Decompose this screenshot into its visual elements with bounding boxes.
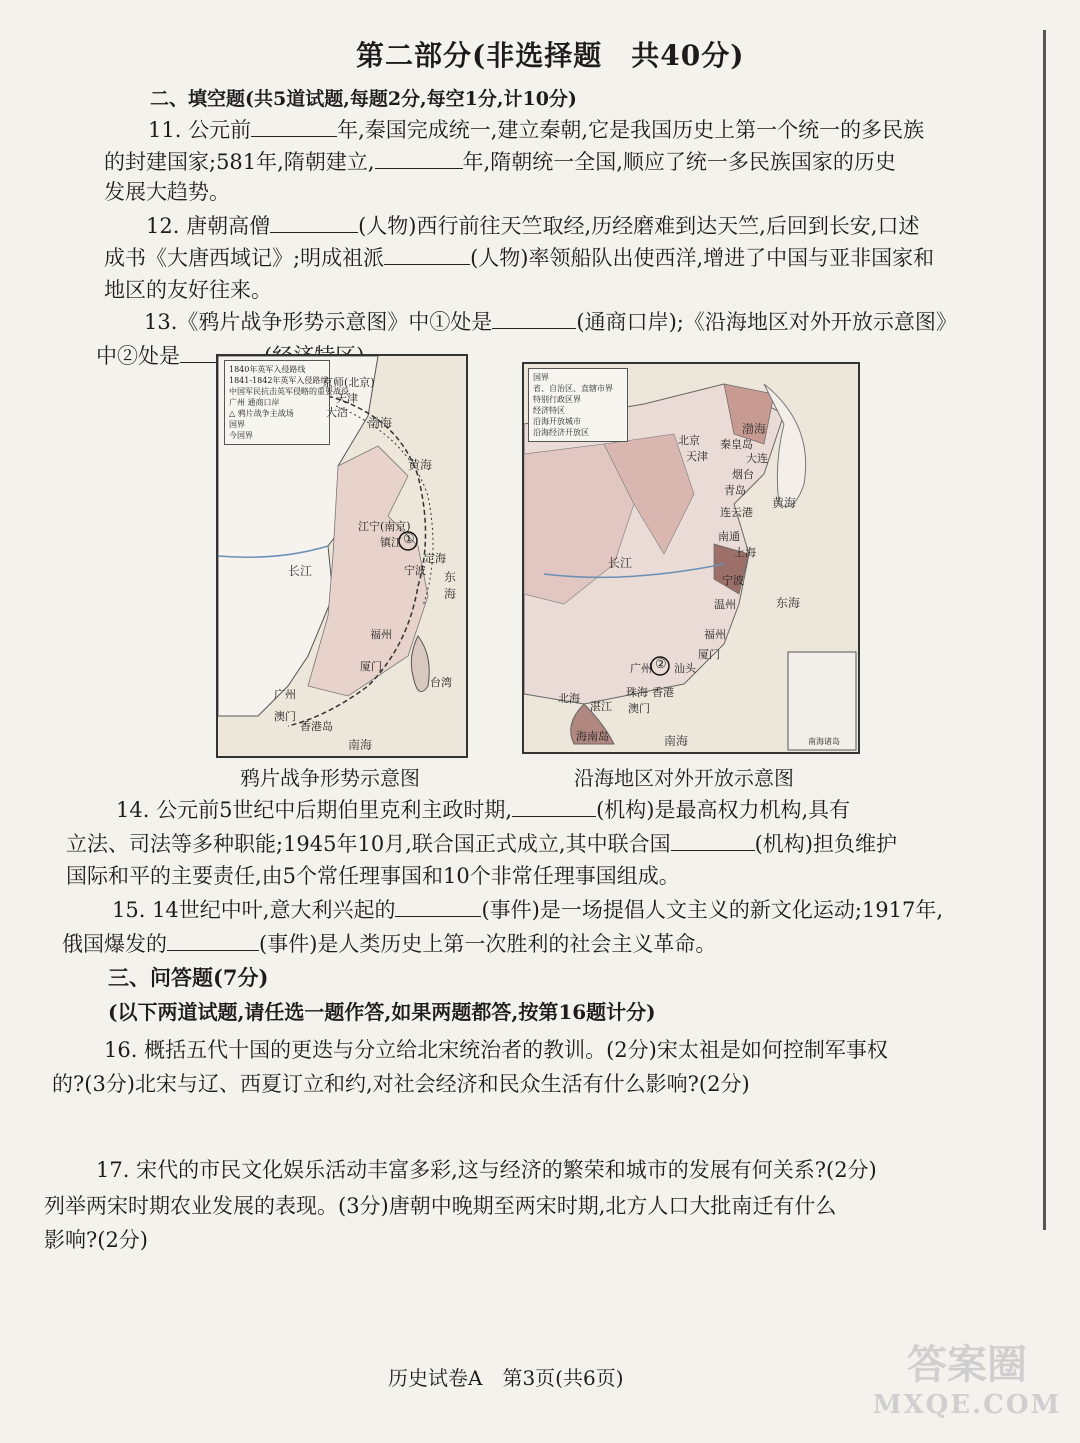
answer-blank[interactable] (167, 932, 259, 951)
fill-blank-section-heading: 二、填空题(共5道试题,每题2分,每空1分,计10分) (150, 88, 577, 110)
map-label: 福州 (704, 628, 726, 641)
sea-label: 南海 (348, 738, 373, 752)
map-label: 广州 (274, 688, 296, 701)
answer-blank[interactable] (375, 150, 463, 169)
question-14-line-2: 立法、司法等多种职能;1945年10月,联合国正式成立,其中联合国 (机构)担负维护 (66, 832, 897, 856)
question-11-line-2: 的封建国家;581年,隋朝建立, 年,隋朝统一全国,顺应了统一多民族国家的历史 (104, 150, 896, 174)
opium-war-map-legend: 1840年英军入侵路线 1841-1842年英军入侵路线 中国军民抗击英军侵略的重要战役 广州 通商口岸 △ 鸦片战争主战场 国界 今国界 (224, 360, 330, 445)
map-label: 北海 (558, 692, 580, 705)
map-label: 香港岛 (300, 720, 333, 733)
marker-2: ② (655, 657, 667, 672)
map-label: 温州 (714, 598, 736, 611)
map-label: 上海 (734, 546, 756, 559)
map-label: 青岛 (724, 484, 746, 497)
sea-label: 东海 (444, 570, 457, 601)
question-11-line-1: 11. 公元前 年,秦国完成统一,建立秦朝,它是我国历史上第一个统一的多民族 (148, 118, 925, 142)
question-12-line-2: 成书《大唐西域记》;明成祖派 (人物)率领船队出使西洋,增进了中国与亚非国家和 (104, 246, 935, 270)
question-17-line-3: 影响?(2分) (44, 1228, 149, 1252)
coastal-opening-map (522, 362, 860, 754)
map-label: 珠海 (626, 686, 648, 699)
opium-war-map (216, 354, 468, 758)
question-17-line-1: 17. 宋代的市民文化娱乐活动丰富多彩,这与经济的繁荣和城市的发展有何关系?(2分) (96, 1158, 877, 1182)
question-13-line-1: 13.《鸦片战争形势示意图》中①处是 (通商口岸);《沿海地区对外开放示意图》 (144, 310, 957, 334)
answer-blank[interactable] (384, 246, 470, 265)
map-label: 福州 (370, 628, 392, 641)
map-label: 天津 (686, 450, 708, 463)
marker-1: ① (403, 532, 415, 547)
map-label: 烟台 (732, 468, 754, 481)
sea-label: 黄海 (408, 458, 433, 472)
map-label: 广州 (630, 662, 652, 675)
qa-section-note: (以下两道试题,请任选一题作答,如果两题都答,按第16题计分) (108, 1000, 656, 1024)
question-15-line-1: 15. 14世纪中叶,意大利兴起的 (事件)是一场提倡人文主义的新文化运动;1917年, (112, 898, 944, 922)
inset-label: 南海诸岛 (808, 737, 840, 746)
question-12-line-1: 12. 唐朝高僧 (人物)西行前往天竺取经,历经磨难到达天竺,后回到长安,口述 (146, 214, 920, 238)
map-label: 宁波 (722, 574, 744, 587)
coastal-opening-map-caption: 沿海地区对外开放示意图 (574, 766, 794, 790)
sea-label: 渤海 (742, 422, 767, 436)
map-label: 连云港 (720, 506, 753, 519)
coastal-opening-map-legend: 国界 省、自治区、直辖市界 特别行政区界 经济特区 沿海开放城市 沿海经济开放区 (528, 368, 628, 442)
map-label: 厦门 (360, 660, 382, 673)
qa-section-heading: 三、问答题(7分) (108, 965, 269, 990)
sea-label: 东海 (776, 596, 801, 610)
watermark-logo: 答案圈 MXQE.COM (872, 1341, 1062, 1420)
map-label: 南通 (718, 530, 740, 543)
map-label: 天津 (336, 392, 358, 405)
section-title: 第二部分(非选择题 共40分) (356, 39, 745, 72)
map-label: 香港 (652, 686, 674, 699)
map-label: 定海 (424, 552, 446, 565)
map-label: 京师(北京) (322, 376, 375, 389)
answer-blank[interactable] (492, 310, 576, 329)
map-label: 秦皇岛 (720, 438, 753, 451)
map-label: 镇江 (380, 536, 402, 549)
map-label: 湛江 (590, 700, 612, 713)
map-label: 大沽 (326, 406, 348, 419)
answer-blank[interactable] (251, 118, 337, 137)
answer-blank[interactable] (671, 832, 755, 851)
river-label: 长江 (608, 556, 633, 570)
map-label: 海南岛 (576, 730, 609, 743)
map-label: 澳门 (628, 702, 650, 715)
map-label: 汕头 (674, 662, 696, 675)
answer-blank[interactable] (395, 898, 481, 917)
map-label: 台湾 (430, 676, 452, 689)
answer-blank[interactable] (270, 214, 358, 233)
question-13-line-2: 中②处是 (96, 340, 385, 370)
opium-war-map-caption: 鸦片战争形势示意图 (240, 766, 420, 790)
map-label: 江宁(南京) (358, 520, 411, 533)
map-label: 宁波 (404, 564, 426, 577)
question-11-line-3: 发展大趋势。 (104, 180, 230, 204)
question-15-line-2: 俄国爆发的 (事件)是人类历史上第一次胜利的社会主义革命。 (62, 932, 717, 956)
map-label: 澳门 (274, 710, 296, 723)
sea-label: 南海 (664, 734, 689, 748)
map-label: 北京 (678, 434, 700, 447)
sea-label: 渤海 (368, 416, 393, 430)
river-label: 长江 (288, 564, 313, 578)
question-16-line-2: 的?(3分)北宋与辽、西夏订立和约,对社会经济和民众生活有什么影响?(2分) (52, 1072, 750, 1096)
question-17-line-2: 列举两宋时期农业发展的表现。(3分)唐朝中晚期至两宋时期,北方人口大批南迁有什么 (44, 1194, 837, 1218)
page-footer: 历史试卷A 第3页(共6页) (388, 1366, 624, 1390)
question-14-line-3: 国际和平的主要责任,由5个常任理事国和10个非常任理事国组成。 (66, 864, 680, 888)
map-label: 厦门 (698, 648, 720, 661)
answer-blank[interactable] (512, 798, 596, 817)
question-12-line-3: 地区的友好往来。 (104, 278, 272, 302)
page-edge-shadow (1043, 30, 1080, 1230)
question-16-line-1: 16. 概括五代十国的更迭与分立给北宋统治者的教训。(2分)宋太祖是如何控制军事权 (104, 1038, 888, 1062)
question-14-line-1: 14. 公元前5世纪中后期伯里克利主政时期, (机构)是最高权力机构,具有 (116, 798, 851, 822)
sea-label: 黄海 (772, 496, 797, 510)
map-label: 大连 (746, 452, 768, 465)
